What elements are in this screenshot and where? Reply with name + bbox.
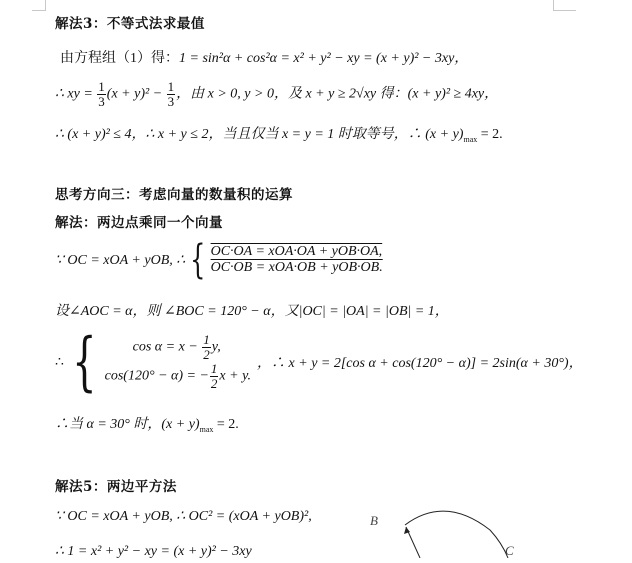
fraction-half <box>210 362 219 391</box>
label-C: C <box>505 543 514 558</box>
method3-line2-prefix: ∴ xy = <box>55 86 97 102</box>
fraction-one-third-2 <box>167 80 176 109</box>
trig-system-rows <box>105 330 251 394</box>
direction3-line1-lead: ∵ OC = xOA + yOB, ∴ <box>55 252 186 268</box>
direction3-line3 <box>55 325 583 399</box>
direction3-line2 <box>55 300 449 320</box>
max-subscript: max <box>463 134 478 144</box>
trig-system <box>55 325 583 399</box>
page-corner-mark-top-left <box>32 0 46 11</box>
method3-line3-text: ∴ (x + y)² ≤ 4，∴ x + y ≤ 2，当且仅当 x = y = 1 时取等号，∴ (x + y) <box>55 127 464 142</box>
vector-diagram <box>360 505 540 558</box>
direction3-line4 <box>55 413 239 434</box>
method3-line3 <box>55 123 503 144</box>
therefore-symbol: ∴ <box>55 354 64 370</box>
frac-den: 3 <box>167 94 175 109</box>
fraction-one-third <box>97 80 106 109</box>
max-subscript: max <box>199 424 214 434</box>
trig-row-2-b: x + y. <box>219 368 252 384</box>
method3-line3-end: = 2. <box>477 127 503 142</box>
direction3-line4-text: ∴当 α = 30° 时，(x + y) <box>55 417 200 432</box>
system-row-2: OC·OB = xOA·OB + yOB·OB. <box>210 260 383 275</box>
direction3-line3-right: ，∴ x + y = 2[cos α + cos(120° − α)] = 2sin(α + 30°)， <box>257 356 583 371</box>
method3-line2 <box>55 80 498 109</box>
page-corner-mark-top-right <box>553 0 576 11</box>
frac-den: 2 <box>203 347 210 362</box>
frac-den: 2 <box>210 376 218 391</box>
system-row-1: OC·OA = xOA·OA + yOB·OA, <box>210 244 383 259</box>
system-rows <box>211 240 383 280</box>
trig-row-1-b: y, <box>211 339 221 355</box>
trig-row-1 <box>105 333 251 362</box>
frac-den: 3 <box>98 94 105 109</box>
left-brace-icon: { <box>190 237 206 283</box>
vector-system <box>55 237 383 283</box>
frac-num: 1 <box>98 79 105 94</box>
frac-num: 1 <box>203 332 210 347</box>
method3-line1 <box>60 47 468 67</box>
direction3-method-heading: 解法：两边点乘同一个向量 <box>55 215 223 231</box>
direction3-line1 <box>55 237 383 283</box>
method3-line2-mid: (x + y)² − <box>106 86 166 102</box>
label-B: B <box>370 513 378 528</box>
method5-line2-text: ∴ 1 = x² + y² − xy = (x + y)² − 3xy <box>55 544 252 559</box>
method3-line1-formula: 1 = sin²α + cos²α = x² + y² − xy = (x + y)² − 3xy， <box>179 51 469 66</box>
trig-row-1-a: cos α = x − <box>132 339 202 355</box>
direction3-heading: 思考方向三：考虑向量的数量积的运算 <box>55 187 293 203</box>
method5-line1-text: ∵ OC = xOA + yOB, ∴ OC² = (xOA + yOB)², <box>55 509 312 524</box>
method3-heading: 解法3：不等式法求最值 <box>55 16 205 32</box>
method3-line2-suffix: ，由 x > 0, y > 0，及 x + y ≥ 2√xy 得：(x + y)² ≥ 4xy， <box>176 86 499 102</box>
direction3-line4-end: = 2. <box>213 417 239 432</box>
frac-num: 1 <box>210 361 218 376</box>
left-brace-icon: { <box>72 325 97 399</box>
method5-line1 <box>55 508 312 525</box>
fraction-half <box>202 333 211 362</box>
trig-row-2-a: cos(120° − α) = − <box>104 368 209 384</box>
method5-line2 <box>55 543 252 560</box>
method5-heading: 解法5：两边平方法 <box>55 479 177 495</box>
method3-line1-prefix: 由方程组（1）得： <box>60 51 179 66</box>
frac-num: 1 <box>167 79 175 94</box>
trig-row-2 <box>105 362 251 391</box>
direction3-line2-text: 设∠AOC = α，则 ∠BOC = 120° − α，又|OC| = |OA| = |OB| = 1， <box>55 304 449 319</box>
